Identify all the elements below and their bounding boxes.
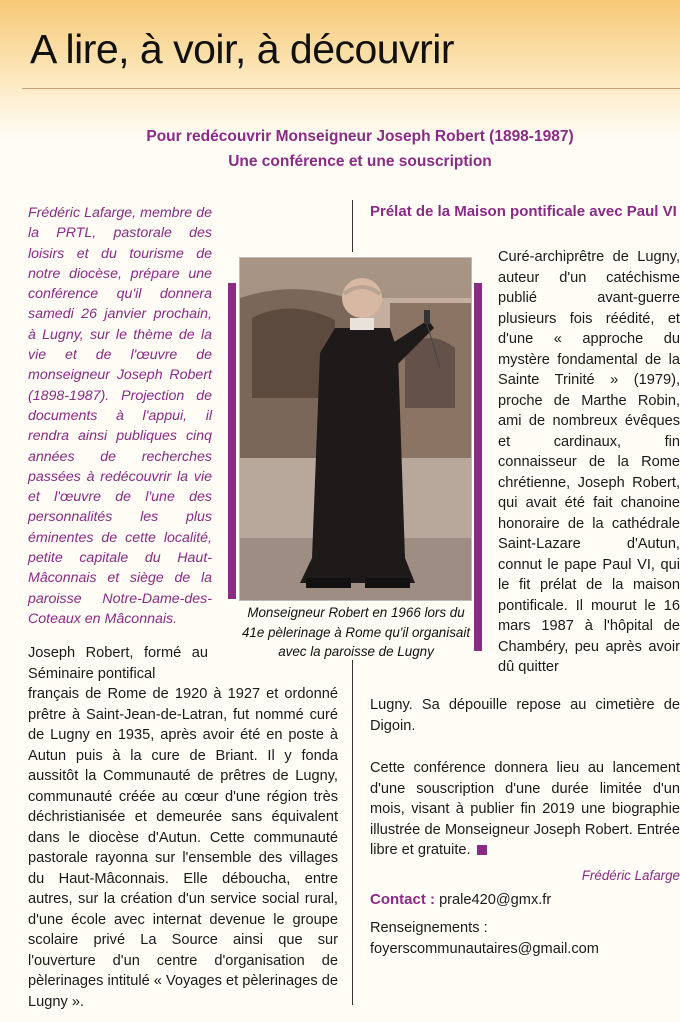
photo-accent-bar-left bbox=[228, 283, 236, 599]
announcement-text: Cette conférence donnera lieu au lancement d'une souscription d'une durée limitée d'un mois, visant à publier fin 2019 une biographie illustrée de Monseigneur Joseph Robert. Entrée libre et gratuite. bbox=[370, 760, 680, 858]
contact-label: Contact : bbox=[370, 891, 435, 908]
biography-paragraph: Curé-archiprêtre de Lugny, auteur d'un catéchisme publié avant-guerre plusieurs fois réédité, et d'une « approche du mystère fondamental de la Sainte Trinité » (1979), proche de Marthe Robin, ami de nombreux évêques et cardinaux, fin connaisseur de la Rome chrétienne, Joseph Robert, qui avait été fait chanoine honoraire de la cathédrale Saint-Lazare d'Autun, connut le pape Paul VI, qui le fit prélat de la maison pontificale. Il mourut le 16 mars 1987 à l'hôpital de Chambéry, peu après avoir dû quitter bbox=[498, 249, 680, 675]
info-block bbox=[370, 918, 680, 959]
career-paragraph bbox=[28, 643, 338, 1012]
end-of-article-mark bbox=[477, 845, 487, 855]
right-lower-column bbox=[370, 695, 680, 861]
column-divider-top bbox=[352, 200, 353, 252]
burial-paragraph: Lugny. Sa dépouille repose au cimetière de Digoin. bbox=[370, 697, 680, 734]
contact-line bbox=[370, 891, 680, 908]
photo-caption: Monseigneur Robert en 1966 lors du 41e pèlerinage à Rome qu'il organisait avec la paroisse de Lugny bbox=[241, 605, 471, 659]
section-heading: Prélat de la Maison pontificale avec Paul VI bbox=[370, 203, 677, 220]
left-column bbox=[28, 643, 338, 1012]
career-opening: Joseph Robert, formé au Séminaire pontifical bbox=[28, 645, 208, 682]
author-signature: Frédéric Lafarge bbox=[581, 868, 680, 883]
info-email[interactable]: foyerscommunautaires@gmail.com bbox=[370, 940, 599, 957]
title-divider bbox=[22, 88, 680, 89]
photo-accent-bar-right bbox=[474, 283, 482, 651]
info-label: Renseignements : bbox=[370, 920, 488, 936]
career-text: français de Rome de 1920 à 1927 et ordonné prêtre à Saint-Jean-de-Latran, fut nommé curé de Lugny en 1935, après avoir été en poste à Autun puis à la cure de Briant. Il y fonda aussitôt la Communauté de prêtres de Lugny, communauté créée au cœur d'une région très déchristianisée et demeurée sans équivalent dans le diocèse d'Autun. Cette communauté pastorale rayonna sur l'ensemble des villages du Haut-Mâconnais. Elle déboucha, entre autres, sur la création d'un service social rural, d'une école avec internat devenue le groupe scolaire privé La Source ainsi que sur l'ouverture d'un centre d'organisation de pèlerinages intitulé « Voyages et pèlerinages de Lugny ». bbox=[28, 686, 338, 1010]
article-headline: Pour redécouvrir Monseigneur Joseph Robert (1898-1987) bbox=[146, 128, 574, 145]
intro-paragraph: Frédéric Lafarge, membre de la PRTL, pastorale des loisirs et du tourisme de notre diocèse, prépare une conférence qu'il donnera samedi 26 janvier prochain, à Lugny, sur le thème de la vie et de l'œuvre de monseigneur Joseph Robert (1898-1987). Projection de documents à l'appui, il rendra ainsi publiques cinq années de recherches passées à redécouvrir la vie et l'œuvre de l'une des personnalités les plus éminentes de cette localité, petite capitale du Haut-Mâconnais et siège de la paroisse Notre-Dame-des-Coteaux en Mâconnais. bbox=[28, 205, 212, 627]
article-subheadline: Une conférence et une souscription bbox=[228, 153, 492, 170]
announcement-paragraph bbox=[370, 758, 680, 861]
right-column bbox=[498, 247, 680, 678]
column-divider-bottom bbox=[352, 660, 353, 1005]
contact-email[interactable]: prale420@gmx.fr bbox=[439, 892, 552, 908]
photo-monseigneur-robert bbox=[239, 257, 472, 601]
photo-illustration bbox=[240, 258, 471, 600]
page-title: A lire, à voir, à découvrir bbox=[30, 26, 455, 72]
